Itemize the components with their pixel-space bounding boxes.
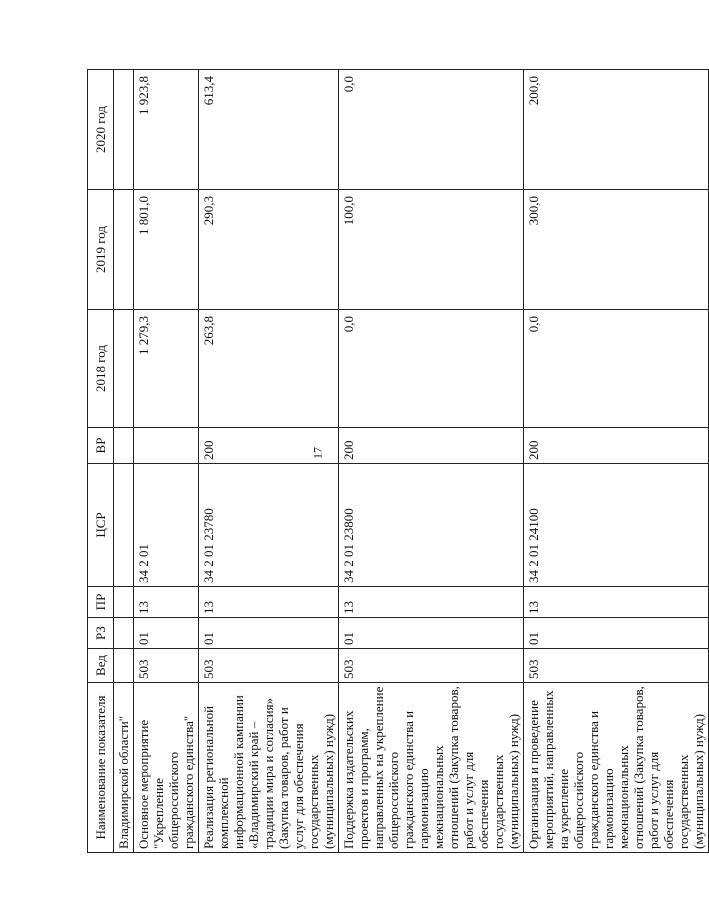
- row-2020: 1 923,8: [134, 70, 199, 190]
- row-pr: 13: [199, 587, 339, 618]
- table-row: [134, 70, 199, 853]
- row-vr: [134, 428, 199, 464]
- row-2019: 300,0: [524, 190, 709, 310]
- row-pr: 13: [524, 587, 709, 618]
- row-vr: 200: [199, 428, 339, 464]
- row-csr: 34 2 01: [134, 464, 199, 587]
- budget-table: [87, 69, 709, 853]
- row-2018: 263,8: [199, 310, 339, 428]
- subheader-text: Владимирской области": [114, 683, 134, 853]
- table-row: [199, 70, 339, 853]
- row-vr: 200: [524, 428, 709, 464]
- col-header-pr: ПР: [88, 587, 114, 618]
- table-row: [339, 70, 524, 853]
- row-2020: 200,0: [524, 70, 709, 190]
- rotated-page: [87, 70, 706, 853]
- row-name: Реализация региональной комплексной информационной кампании «Владимирский край – традиции мира и согласия» (Закупка товаров, работ и услуг для обеспечения государственных (муниципальных) нужд): [199, 683, 339, 853]
- table-row: [524, 70, 709, 853]
- row-csr: 34 2 01 23780: [199, 464, 339, 587]
- row-name: Организация и проведение мероприятий, направленных на укрепление общероссийского гражданского единства и гармонизацию межнациональных отношений (Закупка товаров, работ и услуг для обеспечения государственных (муниципальных) нужд): [524, 683, 709, 853]
- row-2019: 1 801,0: [134, 190, 199, 310]
- row-2018: 0,0: [339, 310, 524, 428]
- row-ved: 503: [134, 649, 199, 683]
- subheader-row: [114, 70, 134, 853]
- header-row: [88, 70, 114, 853]
- row-csr: 34 2 01 24100: [524, 464, 709, 587]
- row-pr: 13: [339, 587, 524, 618]
- row-rz: 01: [199, 618, 339, 649]
- row-ved: 503: [199, 649, 339, 683]
- row-name: Основное мероприятие "Укрепление общероссийского гражданского единства": [134, 683, 199, 853]
- row-name: Поддержка издательских проектов и программ, направленных на укрепление общероссийского гражданского единства и гармонизацию межнациональных отношений (Закупка товаров, работ и услуг для обеспечения государственных (муниципальных) нужд): [339, 683, 524, 853]
- row-rz: 01: [134, 618, 199, 649]
- row-ved: 503: [339, 649, 524, 683]
- row-2019: 100,0: [339, 190, 524, 310]
- col-header-2019: 2019 год: [88, 190, 114, 310]
- row-2020: 0,0: [339, 70, 524, 190]
- row-2019: 290,3: [199, 190, 339, 310]
- row-rz: 01: [339, 618, 524, 649]
- row-2018: 0,0: [524, 310, 709, 428]
- col-header-vr: ВР: [88, 428, 114, 464]
- row-ved: 503: [524, 649, 709, 683]
- col-header-2018: 2018 год: [88, 310, 114, 428]
- row-2018: 1 279,3: [134, 310, 199, 428]
- row-rz: 01: [524, 618, 709, 649]
- col-header-name: Наименование показателя: [88, 683, 114, 853]
- col-header-csr: ЦСР: [88, 464, 114, 587]
- col-header-rz: РЗ: [88, 618, 114, 649]
- page-number: 17: [310, 447, 325, 459]
- col-header-ved: Вед: [88, 649, 114, 683]
- col-header-2020: 2020 год: [88, 70, 114, 190]
- row-vr: 200: [339, 428, 524, 464]
- row-pr: 13: [134, 587, 199, 618]
- row-csr: 34 2 01 23800: [339, 464, 524, 587]
- row-2020: 613,4: [199, 70, 339, 190]
